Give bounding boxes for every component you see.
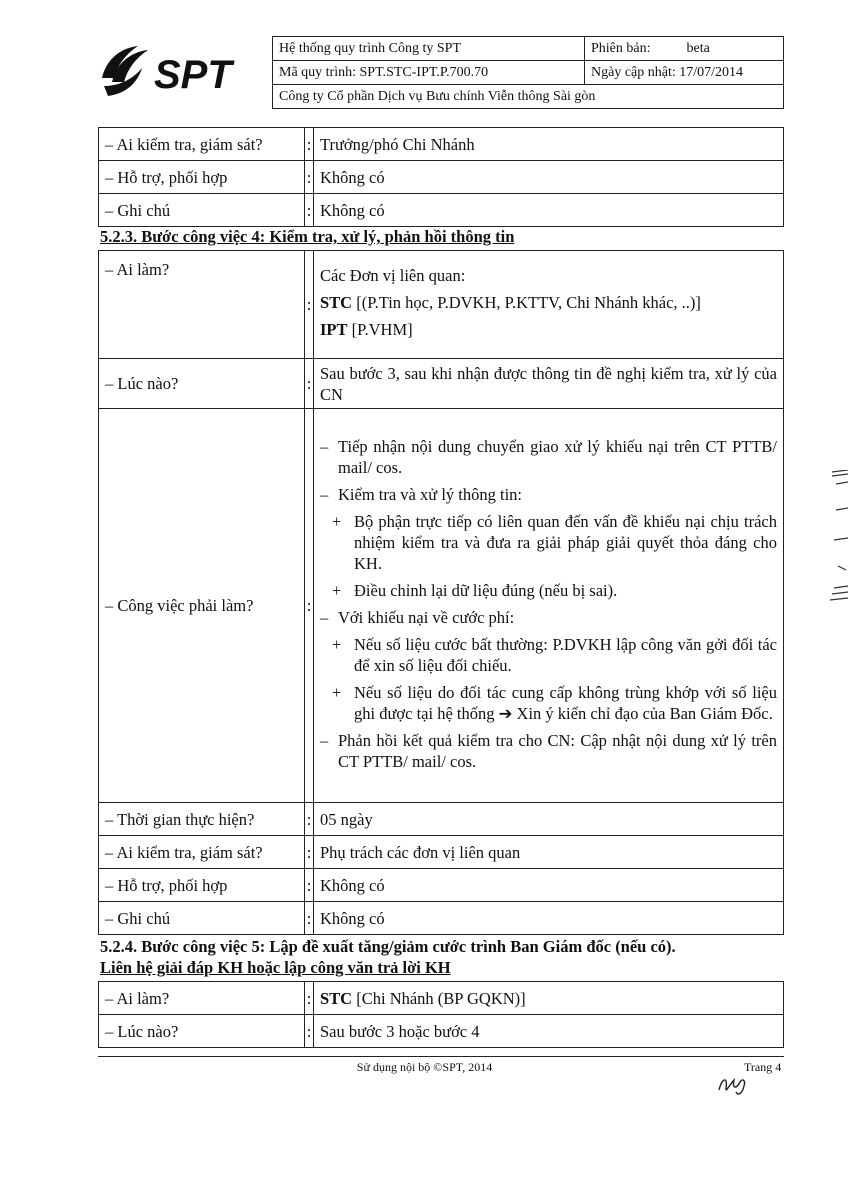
table-row xyxy=(99,836,784,869)
row-colon: : xyxy=(305,251,314,359)
list-item: + Nếu số liệu cước bất thường: P.DVKH lập công văn gởi đối tác để xin số liệu đối chiếu. xyxy=(332,634,777,675)
footer-divider xyxy=(98,1056,784,1057)
row-colon: : xyxy=(305,803,314,836)
step5-heading-line1: 5.2.4. Bước công việc 5: Lập đề xuất tăng/giảm cước trình Ban Giám đốc (nếu có). xyxy=(100,937,676,956)
row-value: Không có xyxy=(314,161,784,194)
who-stc: STC [(P.Tin học, P.DVKH, P.KTTV, Chi Nhánh khác, ..)] xyxy=(320,293,701,312)
row-label: – Ai kiểm tra, giám sát? xyxy=(99,836,305,869)
table-row xyxy=(99,869,784,902)
system-title: Hệ thống quy trình Công ty SPT xyxy=(273,37,585,61)
row-label: – Lúc nào? xyxy=(99,359,305,409)
row-colon: : xyxy=(305,128,314,161)
row-label: – Hỗ trợ, phối hợp xyxy=(99,161,305,194)
row-colon: : xyxy=(305,359,314,409)
table-row xyxy=(99,251,784,359)
table-row xyxy=(99,161,784,194)
update-date: Ngày cập nhật: 17/07/2014 xyxy=(585,61,784,85)
table-row xyxy=(99,128,784,161)
row-colon: : xyxy=(305,161,314,194)
handwritten-initials xyxy=(716,1072,756,1098)
row-colon: : xyxy=(305,1015,314,1048)
row-value: Không có xyxy=(314,902,784,935)
row-value: 05 ngày xyxy=(314,803,784,836)
row-colon: : xyxy=(305,982,314,1015)
who-intro: Các Đơn vị liên quan: xyxy=(320,266,466,285)
step4-table xyxy=(98,250,784,935)
version-label: Phiên bản: xyxy=(591,40,651,56)
row-colon: : xyxy=(305,836,314,869)
list-item: – Với khiếu nại về cước phí: xyxy=(320,607,515,627)
row-label: – Ai làm? xyxy=(99,251,305,359)
row-label: – Công việc phải làm? xyxy=(99,409,305,803)
who-ipt: IPT [P.VHM] xyxy=(320,320,413,339)
who-cell xyxy=(314,251,784,359)
table-row xyxy=(99,359,784,409)
row-colon: : xyxy=(305,409,314,803)
table-row xyxy=(99,194,784,227)
version-value: beta xyxy=(686,40,710,56)
list-item: + Điều chỉnh lại dữ liệu đúng (nếu bị sai). xyxy=(332,580,618,600)
spt-logo xyxy=(98,42,260,104)
row-label: – Ai làm? xyxy=(99,982,305,1015)
list-item: + Bộ phận trực tiếp có liên quan đến vấn đề khiếu nại chịu trách nhiệm kiểm tra và đưa ra giải pháp giải quyết thỏa đáng cho KH. xyxy=(332,511,777,573)
svg-text:SPT: SPT xyxy=(154,53,232,97)
document-header-table xyxy=(272,36,784,109)
row-value: STC [Chi Nhánh (BP GQKN)] xyxy=(314,982,784,1015)
scan-edge-artifact xyxy=(828,470,849,620)
list-item: + Nếu số liệu do đối tác cung cấp không trùng khớp với số liệu ghi được tại hệ thống ➔ Xin ý kiến chỉ đạo của Ban Giám Đốc. xyxy=(332,682,777,723)
row-label: – Hỗ trợ, phối hợp xyxy=(99,869,305,902)
row-value: Sau bước 3, sau khi nhận được thông tin đề nghị kiểm tra, xử lý của CN xyxy=(314,359,784,409)
row-label: – Ghi chú xyxy=(99,194,305,227)
list-item: – Tiếp nhận nội dung chuyển giao xử lý khiếu nại trên CT PTTB/ mail/ cos. xyxy=(320,436,777,477)
step3-tail-table xyxy=(98,127,784,227)
table-row xyxy=(99,902,784,935)
table-row xyxy=(99,803,784,836)
page-number: Trang 4 xyxy=(744,1060,782,1074)
table-row xyxy=(99,982,784,1015)
step5-heading-line2: Liên hệ giải đáp KH hoặc lập công văn trả lời KH xyxy=(100,958,451,977)
version-cell xyxy=(585,37,784,61)
row-colon: : xyxy=(305,902,314,935)
table-row xyxy=(99,409,784,803)
row-value: Sau bước 3 hoặc bước 4 xyxy=(314,1015,784,1048)
row-label: – Thời gian thực hiện? xyxy=(99,803,305,836)
row-label: – Ghi chú xyxy=(99,902,305,935)
list-item: – Phản hồi kết quả kiểm tra cho CN: Cập nhật nội dung xử lý trên CT PTTB/ mail/ cos. xyxy=(320,730,777,771)
step5-heading xyxy=(100,936,676,978)
footer-text: Sử dụng nội bộ ©SPT, 2014 xyxy=(356,1060,493,1074)
list-item: – Kiểm tra và xử lý thông tin: xyxy=(320,484,522,504)
row-label: – Ai kiểm tra, giám sát? xyxy=(99,128,305,161)
row-value: Không có xyxy=(314,869,784,902)
company-name: Công ty Cổ phần Dịch vụ Bưu chính Viễn thông Sài gòn xyxy=(273,85,784,109)
row-value: Trưởng/phó Chi Nhánh xyxy=(314,128,784,161)
row-value: Không có xyxy=(314,194,784,227)
step5-table xyxy=(98,981,784,1048)
step4-heading: 5.2.3. Bước công việc 4: Kiểm tra, xử lý, phản hồi thông tin xyxy=(100,227,515,246)
table-row xyxy=(99,1015,784,1048)
process-code: Mã quy trình: SPT.STC-IPT.P.700.70 xyxy=(273,61,585,85)
row-label: – Lúc nào? xyxy=(99,1015,305,1048)
row-colon: : xyxy=(305,194,314,227)
row-value: Phụ trách các đơn vị liên quan xyxy=(314,836,784,869)
row-colon: : xyxy=(305,869,314,902)
tasks-cell xyxy=(314,409,784,803)
